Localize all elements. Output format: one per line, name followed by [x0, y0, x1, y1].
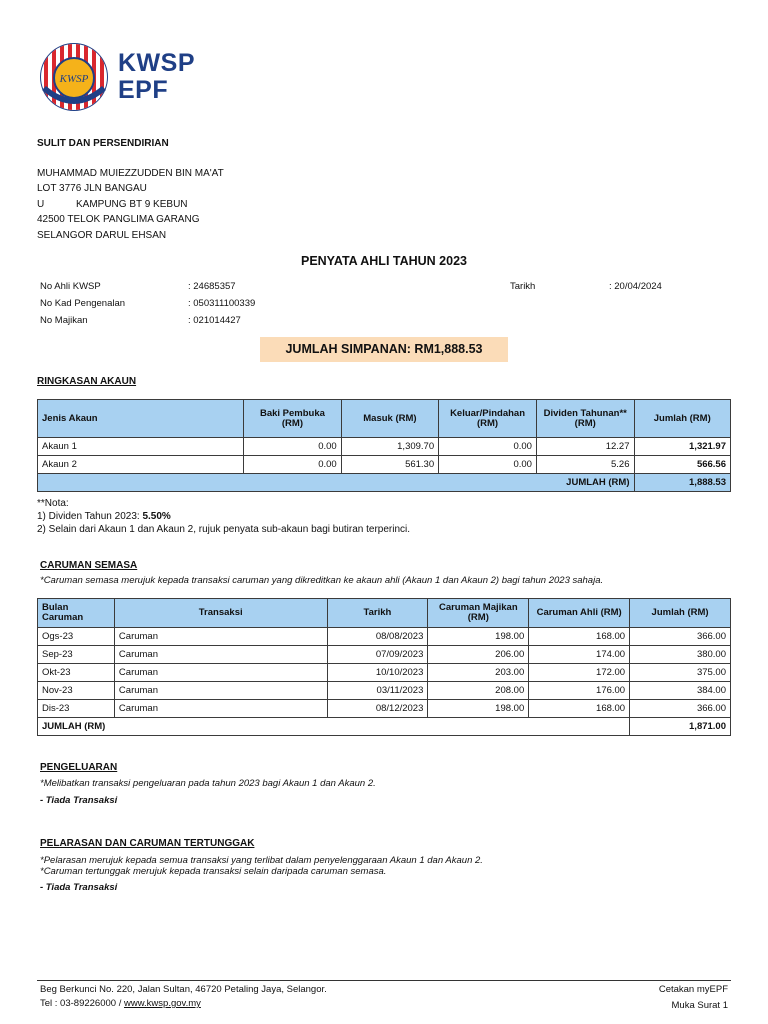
current-total-row	[38, 718, 731, 736]
address-line3: 42500 TELOK PANGLIMA GARANG	[37, 214, 200, 225]
table-cell: 176.00	[529, 682, 630, 700]
address-line1: LOT 3776 JLN BANGAU	[37, 183, 147, 194]
kwsp-wordmark	[118, 50, 195, 104]
table-cell: Caruman	[114, 628, 327, 646]
current-col-member: Caruman Ahli (RM)	[529, 599, 630, 628]
table-cell: 384.00	[630, 682, 731, 700]
address-line2: KAMPUNG BT 9 KEBUN	[76, 199, 188, 210]
table-cell: Akaun 2	[38, 456, 244, 474]
footer-page-number: Muka Surat 1	[671, 1000, 728, 1011]
kwsp-emblem-logo	[36, 40, 116, 114]
table-cell: 12.27	[536, 438, 634, 456]
date-value: : 20/04/2024	[609, 281, 662, 292]
adjustment-note1: *Pelarasan merujuk kepada semua transaksi yang terlibat dalam penyelenggaraan Akaun 1 dan Akaun 2.	[40, 855, 483, 866]
member-no-label: No Ahli KWSP	[40, 281, 101, 292]
table-cell: 0.00	[244, 438, 342, 456]
summary-col-in: Masuk (RM)	[341, 400, 438, 438]
summary-table	[37, 399, 731, 492]
table-cell: 0.00	[244, 456, 342, 474]
footer-contact	[40, 998, 201, 1009]
date-label: Tarikh	[510, 281, 536, 292]
total-savings-box: JUMLAH SIMPANAN: RM1,888.53	[260, 337, 508, 362]
member-no-value: : 24685357	[188, 281, 236, 292]
footer-website-link[interactable]: www.kwsp.gov.my	[123, 998, 201, 1009]
table-cell: 168.00	[529, 628, 630, 646]
table-cell: 380.00	[630, 646, 731, 664]
current-col-transaction: Transaksi	[114, 599, 327, 628]
table-cell: 366.00	[630, 628, 731, 646]
ic-value: : 050311100339	[188, 298, 256, 309]
ic-label: No Kad Pengenalan	[40, 298, 126, 309]
table-cell: 168.00	[529, 700, 630, 718]
table-cell: 206.00	[428, 646, 529, 664]
table-cell: 198.00	[428, 628, 529, 646]
adjustment-heading: PELARASAN DAN CARUMAN TERTUNGGAK	[40, 838, 255, 849]
current-total-label: JUMLAH (RM)	[38, 718, 630, 736]
footer-tel: Tel : 03-89226000 /	[40, 998, 124, 1009]
table-cell: 566.56	[634, 456, 731, 474]
employer-no-value: : 021014427	[188, 315, 241, 326]
note-dividend	[37, 511, 171, 522]
summary-total-label: JUMLAH (RM)	[38, 474, 635, 492]
current-col-total: Jumlah (RM)	[630, 599, 731, 628]
emblem-text: KWSP	[59, 73, 89, 85]
table-row	[38, 682, 731, 700]
adjustment-note2: *Caruman tertunggak merujuk kepada transaksi selain daripada caruman semasa.	[40, 866, 387, 877]
table-cell: Caruman	[114, 682, 327, 700]
summary-col-out: Keluar/Pindahan (RM)	[439, 400, 537, 438]
table-cell: 08/12/2023	[327, 700, 428, 718]
table-cell: Dis-23	[38, 700, 115, 718]
summary-col-total: Jumlah (RM)	[634, 400, 731, 438]
table-row	[38, 628, 731, 646]
current-total-value: 1,871.00	[630, 718, 731, 736]
withdrawal-note: *Melibatkan transaksi pengeluaran pada tahun 2023 bagi Akaun 1 dan Akaun 2.	[40, 778, 376, 789]
table-row	[38, 664, 731, 682]
footer-divider	[37, 980, 731, 981]
summary-total-value: 1,888.53	[634, 474, 731, 492]
table-cell: 203.00	[428, 664, 529, 682]
current-col-month: Bulan Caruman	[38, 599, 115, 628]
table-cell: 0.00	[439, 438, 537, 456]
table-cell: Sep-23	[38, 646, 115, 664]
notes-title: **Nota:	[37, 498, 69, 509]
kwsp-wordmark-line2: EPF	[118, 76, 169, 104]
current-header-row	[38, 599, 731, 628]
table-row	[38, 646, 731, 664]
summary-total-row	[38, 474, 731, 492]
employer-no-label: No Majikan	[40, 315, 88, 326]
table-cell: 375.00	[630, 664, 731, 682]
current-rows	[38, 628, 731, 718]
table-cell: 0.00	[439, 456, 537, 474]
table-row	[38, 700, 731, 718]
note-dividend-value: 5.50%	[142, 511, 171, 522]
table-row	[38, 456, 731, 474]
table-cell: 10/10/2023	[327, 664, 428, 682]
member-name: MUHAMMAD MUIEZZUDDEN BIN MA'AT	[37, 168, 224, 179]
summary-header-row	[38, 400, 731, 438]
table-cell: 561.30	[341, 456, 438, 474]
summary-col-account: Jenis Akaun	[38, 400, 244, 438]
confidential-label: SULIT DAN PERSENDIRIAN	[37, 138, 169, 149]
summary-heading: RINGKASAN AKAUN	[37, 376, 137, 387]
current-col-date: Tarikh	[327, 599, 428, 628]
current-note: *Caruman semasa merujuk kepada transaksi caruman yang dikreditkan ke akaun ahli (Akaun 1 dan Akaun 2) bagi tahun 2023 sahaja.	[40, 575, 604, 586]
footer-address: Beg Berkunci No. 220, Jalan Sultan, 46720 Petaling Jaya, Selangor.	[40, 984, 327, 995]
table-cell: 366.00	[630, 700, 731, 718]
table-cell: Nov-23	[38, 682, 115, 700]
table-cell: 5.26	[536, 456, 634, 474]
table-cell: 1,309.70	[341, 438, 438, 456]
kwsp-wordmark-line1: KWSP	[118, 49, 195, 77]
table-cell: Caruman	[114, 646, 327, 664]
table-cell: 1,321.97	[634, 438, 731, 456]
current-table	[37, 598, 731, 736]
summary-col-dividend: Dividen Tahunan** (RM)	[536, 400, 634, 438]
table-cell: Okt-23	[38, 664, 115, 682]
table-cell: 172.00	[529, 664, 630, 682]
withdrawal-none: - Tiada Transaksi	[40, 795, 118, 806]
table-cell: 07/09/2023	[327, 646, 428, 664]
table-row	[38, 438, 731, 456]
note-subaccount: 2) Selain dari Akaun 1 dan Akaun 2, rujuk penyata sub-akaun bagi butiran terperinci.	[37, 524, 411, 535]
footer-print-label: Cetakan myEPF	[658, 984, 728, 995]
table-cell: Ogs-23	[38, 628, 115, 646]
table-cell: Caruman	[114, 700, 327, 718]
table-cell: 08/08/2023	[327, 628, 428, 646]
adjustment-none: - Tiada Transaksi	[40, 882, 118, 893]
statement-title: PENYATA AHLI TAHUN 2023	[300, 254, 467, 268]
table-cell: Akaun 1	[38, 438, 244, 456]
current-col-employer: Caruman Majikan (RM)	[428, 599, 529, 628]
withdrawal-heading: PENGELUARAN	[40, 762, 118, 773]
note-dividend-label: 1) Dividen Tahun 2023:	[37, 511, 143, 522]
table-cell: 174.00	[529, 646, 630, 664]
summary-col-opening: Baki Pembuka (RM)	[244, 400, 342, 438]
table-cell: 208.00	[428, 682, 529, 700]
table-cell: 03/11/2023	[327, 682, 428, 700]
table-cell: Caruman	[114, 664, 327, 682]
address-line4: SELANGOR DARUL EHSAN	[37, 230, 167, 241]
address-line2-prefix: U	[37, 199, 45, 210]
table-cell: 198.00	[428, 700, 529, 718]
current-heading: CARUMAN SEMASA	[40, 560, 138, 571]
